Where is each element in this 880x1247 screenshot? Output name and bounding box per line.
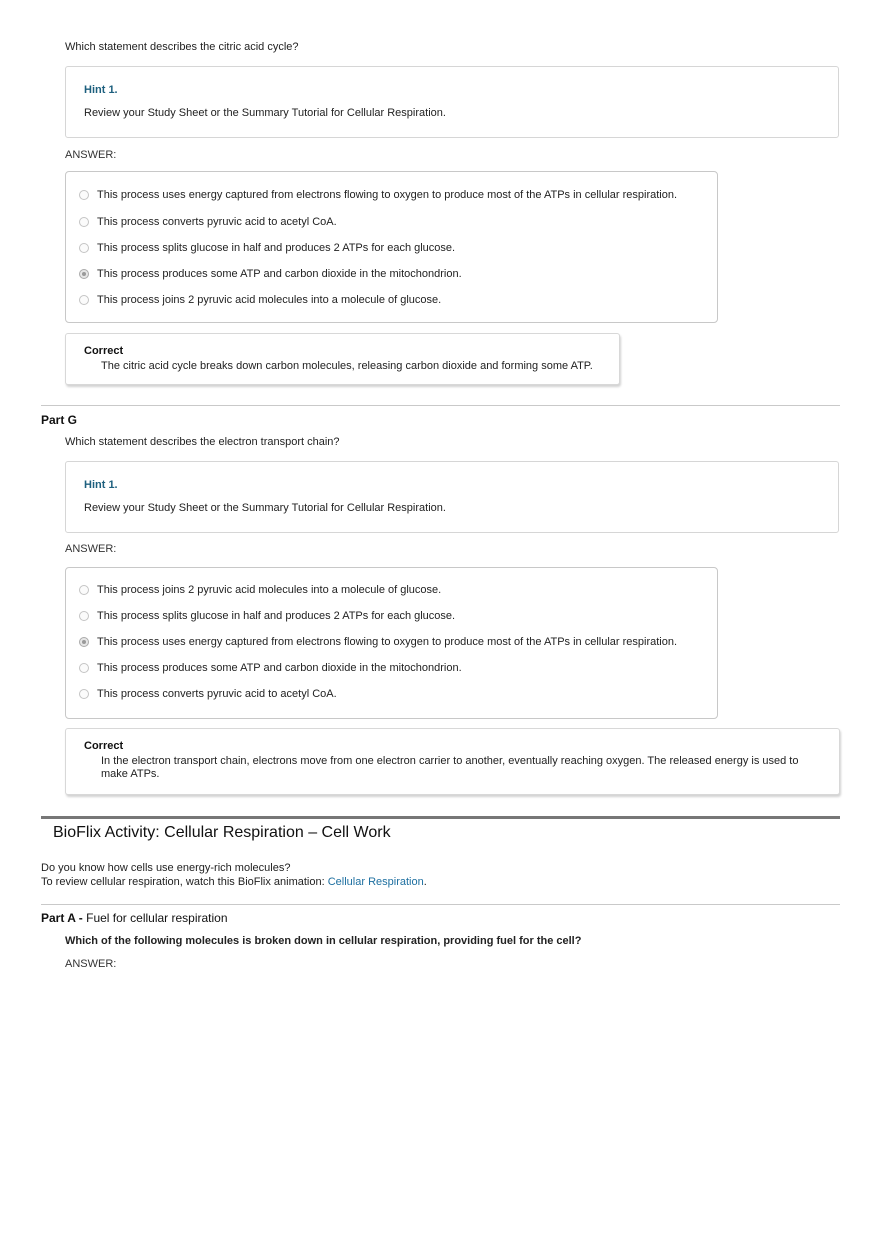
partG-option-4[interactable] xyxy=(79,661,462,675)
option-text: This process splits glucose in half and produces 2 ATPs for each glucose. xyxy=(97,610,456,622)
feedback-text xyxy=(101,755,826,781)
option-text: This process joins 2 pyruvic acid molecules into a molecule of glucose. xyxy=(97,294,442,306)
option-text: This process uses energy captured from electrons flowing to oxygen to produce most of the ATPs in cellular respiration. xyxy=(97,636,678,648)
section-rule xyxy=(41,816,840,819)
partG-option-3[interactable] xyxy=(79,635,677,649)
partG-question: Which statement describes the electron transport chain? xyxy=(65,436,340,448)
partA-subtitle: Fuel for cellular respiration xyxy=(86,911,228,925)
option-text: This process splits glucose in half and produces 2 ATPs for each glucose. xyxy=(97,242,456,254)
radio-button-selected[interactable] xyxy=(79,637,89,647)
partG-hint-box xyxy=(65,461,839,533)
partA-label: Part A - xyxy=(41,911,87,925)
divider xyxy=(41,904,840,905)
radio-button[interactable] xyxy=(79,295,89,305)
radio-button[interactable] xyxy=(79,611,89,621)
partF-hint-title[interactable]: Hint 1. xyxy=(84,84,118,96)
partF-option-5[interactable] xyxy=(79,293,441,307)
partG-hint-title[interactable]: Hint 1. xyxy=(84,479,118,491)
feedback-text-line-2: make ATPs. xyxy=(101,768,160,780)
partF-question: Which statement describes the citric acid cycle? xyxy=(65,41,299,53)
partG-option-5[interactable] xyxy=(79,687,337,701)
partG-feedback xyxy=(65,728,840,795)
radio-button[interactable] xyxy=(79,190,89,200)
divider xyxy=(41,405,840,406)
option-text: This process converts pyruvic acid to acetyl CoA. xyxy=(97,688,337,700)
radio-button[interactable] xyxy=(79,663,89,673)
feedback-text: The citric acid cycle breaks down carbon molecules, releasing carbon dioxide and forming some ATP. xyxy=(101,360,593,372)
option-text: This process produces some ATP and carbon dioxide in the mitochondrion. xyxy=(97,662,462,674)
option-text: This process converts pyruvic acid to acetyl CoA. xyxy=(97,216,337,228)
partF-feedback xyxy=(65,333,620,385)
bioflix-intro-line-1: Do you know how cells use energy-rich molecules? xyxy=(41,862,291,874)
partF-options xyxy=(65,171,718,323)
feedback-title: Correct xyxy=(84,345,124,357)
partG-options xyxy=(65,567,718,719)
option-text: This process uses energy captured from electrons flowing to oxygen to produce most of the ATPs in cellular respiration. xyxy=(97,189,678,201)
intro-suffix: . xyxy=(423,876,427,888)
partF-option-3[interactable] xyxy=(79,241,455,255)
option-text: This process produces some ATP and carbon dioxide in the mitochondrion. xyxy=(97,268,462,280)
partF-option-4[interactable] xyxy=(79,267,462,281)
feedback-title: Correct xyxy=(84,740,124,752)
partA-question: Which of the following molecules is broken down in cellular respiration, providing fuel for the cell? xyxy=(65,935,582,947)
partG-answer-label: ANSWER: xyxy=(65,543,117,555)
option-text: This process joins 2 pyruvic acid molecules into a molecule of glucose. xyxy=(97,584,442,596)
feedback-text-line-1: In the electron transport chain, electrons move from one electron carrier to another, eventually reaching oxygen. The released energy is used to xyxy=(101,755,799,767)
partA-title xyxy=(41,911,228,925)
partF-hint-box xyxy=(65,66,839,138)
partG-title: Part G xyxy=(41,413,78,427)
radio-button[interactable] xyxy=(79,585,89,595)
partF-option-1[interactable] xyxy=(79,188,677,202)
partG-option-1[interactable] xyxy=(79,583,441,597)
partF-hint-text: Review your Study Sheet or the Summary Tutorial for Cellular Respiration. xyxy=(84,107,446,119)
cellular-respiration-link[interactable]: Cellular Respiration xyxy=(327,876,424,888)
bioflix-intro xyxy=(41,861,427,889)
partG-hint-text: Review your Study Sheet or the Summary Tutorial for Cellular Respiration. xyxy=(84,502,446,514)
radio-button-selected[interactable] xyxy=(79,269,89,279)
intro-prefix: To review cellular respiration, watch this BioFlix animation: xyxy=(41,876,328,888)
bioflix-title: BioFlix Activity: Cellular Respiration – Cell Work xyxy=(53,824,391,841)
partA-answer-label: ANSWER: xyxy=(65,958,117,970)
radio-button[interactable] xyxy=(79,217,89,227)
partF-answer-label: ANSWER: xyxy=(65,149,117,161)
partG-option-2[interactable] xyxy=(79,609,455,623)
bioflix-intro-line-2 xyxy=(41,875,427,889)
partF-option-2[interactable] xyxy=(79,215,337,229)
radio-button[interactable] xyxy=(79,689,89,699)
radio-button[interactable] xyxy=(79,243,89,253)
